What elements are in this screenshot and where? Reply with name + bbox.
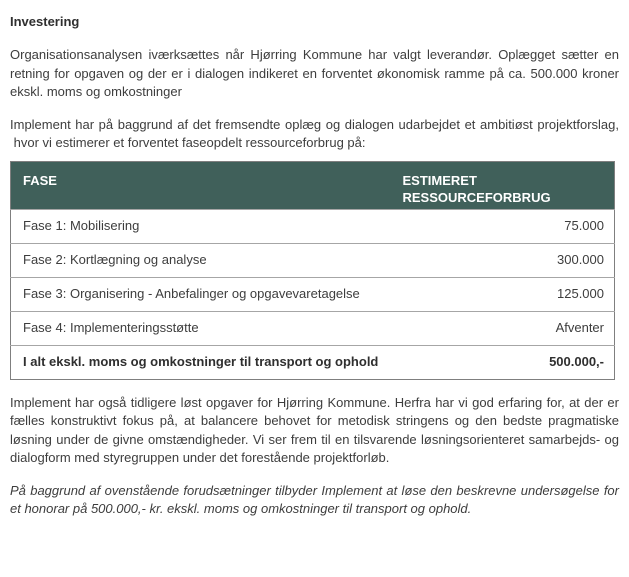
page-title: Investering: [10, 14, 80, 29]
table-row: [11, 277, 615, 311]
table-total-row: [11, 345, 615, 379]
fase-1-cell: Fase 1: Mobilisering: [11, 209, 391, 243]
experience-paragraph: Implement har også tidligere løst opgaver for Hjørring Kommune. Herfra har vi god erfaring for, at der er fælles konstruktivt fokus på, at balancere behovet for metodisk stringens og den bedste pragmatiske løsning under de givne omstændigheder. Vi ser frem til en tilsvarende løsningsorienteret samarbejds- og dialogform med styregruppen under det forestående projektforløb.: [10, 394, 619, 465]
offer-paragraph: På baggrund af ovenstående forudsætninger tilbyder Implement at løse den beskrevne undersøgelse for et honorar på 500.000,- kr. ekskl. moms og omkostninger til transport og ophold.: [10, 482, 619, 516]
table-header-row: [11, 161, 615, 209]
proposal-paragraph: Implement har på baggrund af det fremsendte oplæg og dialogen udarbejdet et ambitiøst projektforslag, hvor vi estimerer et forventet faseopdelt ressourceforbrug på:: [10, 116, 619, 150]
table-header-estimeret-ressourceforbrug: ESTIMERET RESSOURCEFORBRUG: [391, 161, 615, 209]
fase-2-value: 300.000: [391, 243, 615, 277]
total-label-cell: I alt ekskl. moms og omkostninger til transport og ophold: [11, 345, 391, 379]
fase-3-value: 125.000: [391, 277, 615, 311]
resource-table: [10, 161, 615, 380]
fase-4-value: Afventer: [391, 311, 615, 345]
intro-paragraph: Organisationsanalysen iværksættes når Hjørring Kommune har valgt leverandør. Oplægget sætter en retning for opgaven og der er i dialogen indikeret en forventet økonomisk ramme på ca. 500.000 kroner ekskl. moms og omkostninger: [10, 47, 619, 99]
table-row: [11, 243, 615, 277]
fase-1-value: 75.000: [391, 209, 615, 243]
table-row: [11, 311, 615, 345]
total-value-cell: 500.000,-: [391, 345, 615, 379]
fase-2-cell: Fase 2: Kortlægning og analyse: [11, 243, 391, 277]
fase-4-cell: Fase 4: Implementeringsstøtte: [11, 311, 391, 345]
table-row: [11, 209, 615, 243]
table-header-fase: FASE: [11, 161, 391, 209]
fase-3-cell: Fase 3: Organisering - Anbefalinger og opgavevaretagelse: [11, 277, 391, 311]
